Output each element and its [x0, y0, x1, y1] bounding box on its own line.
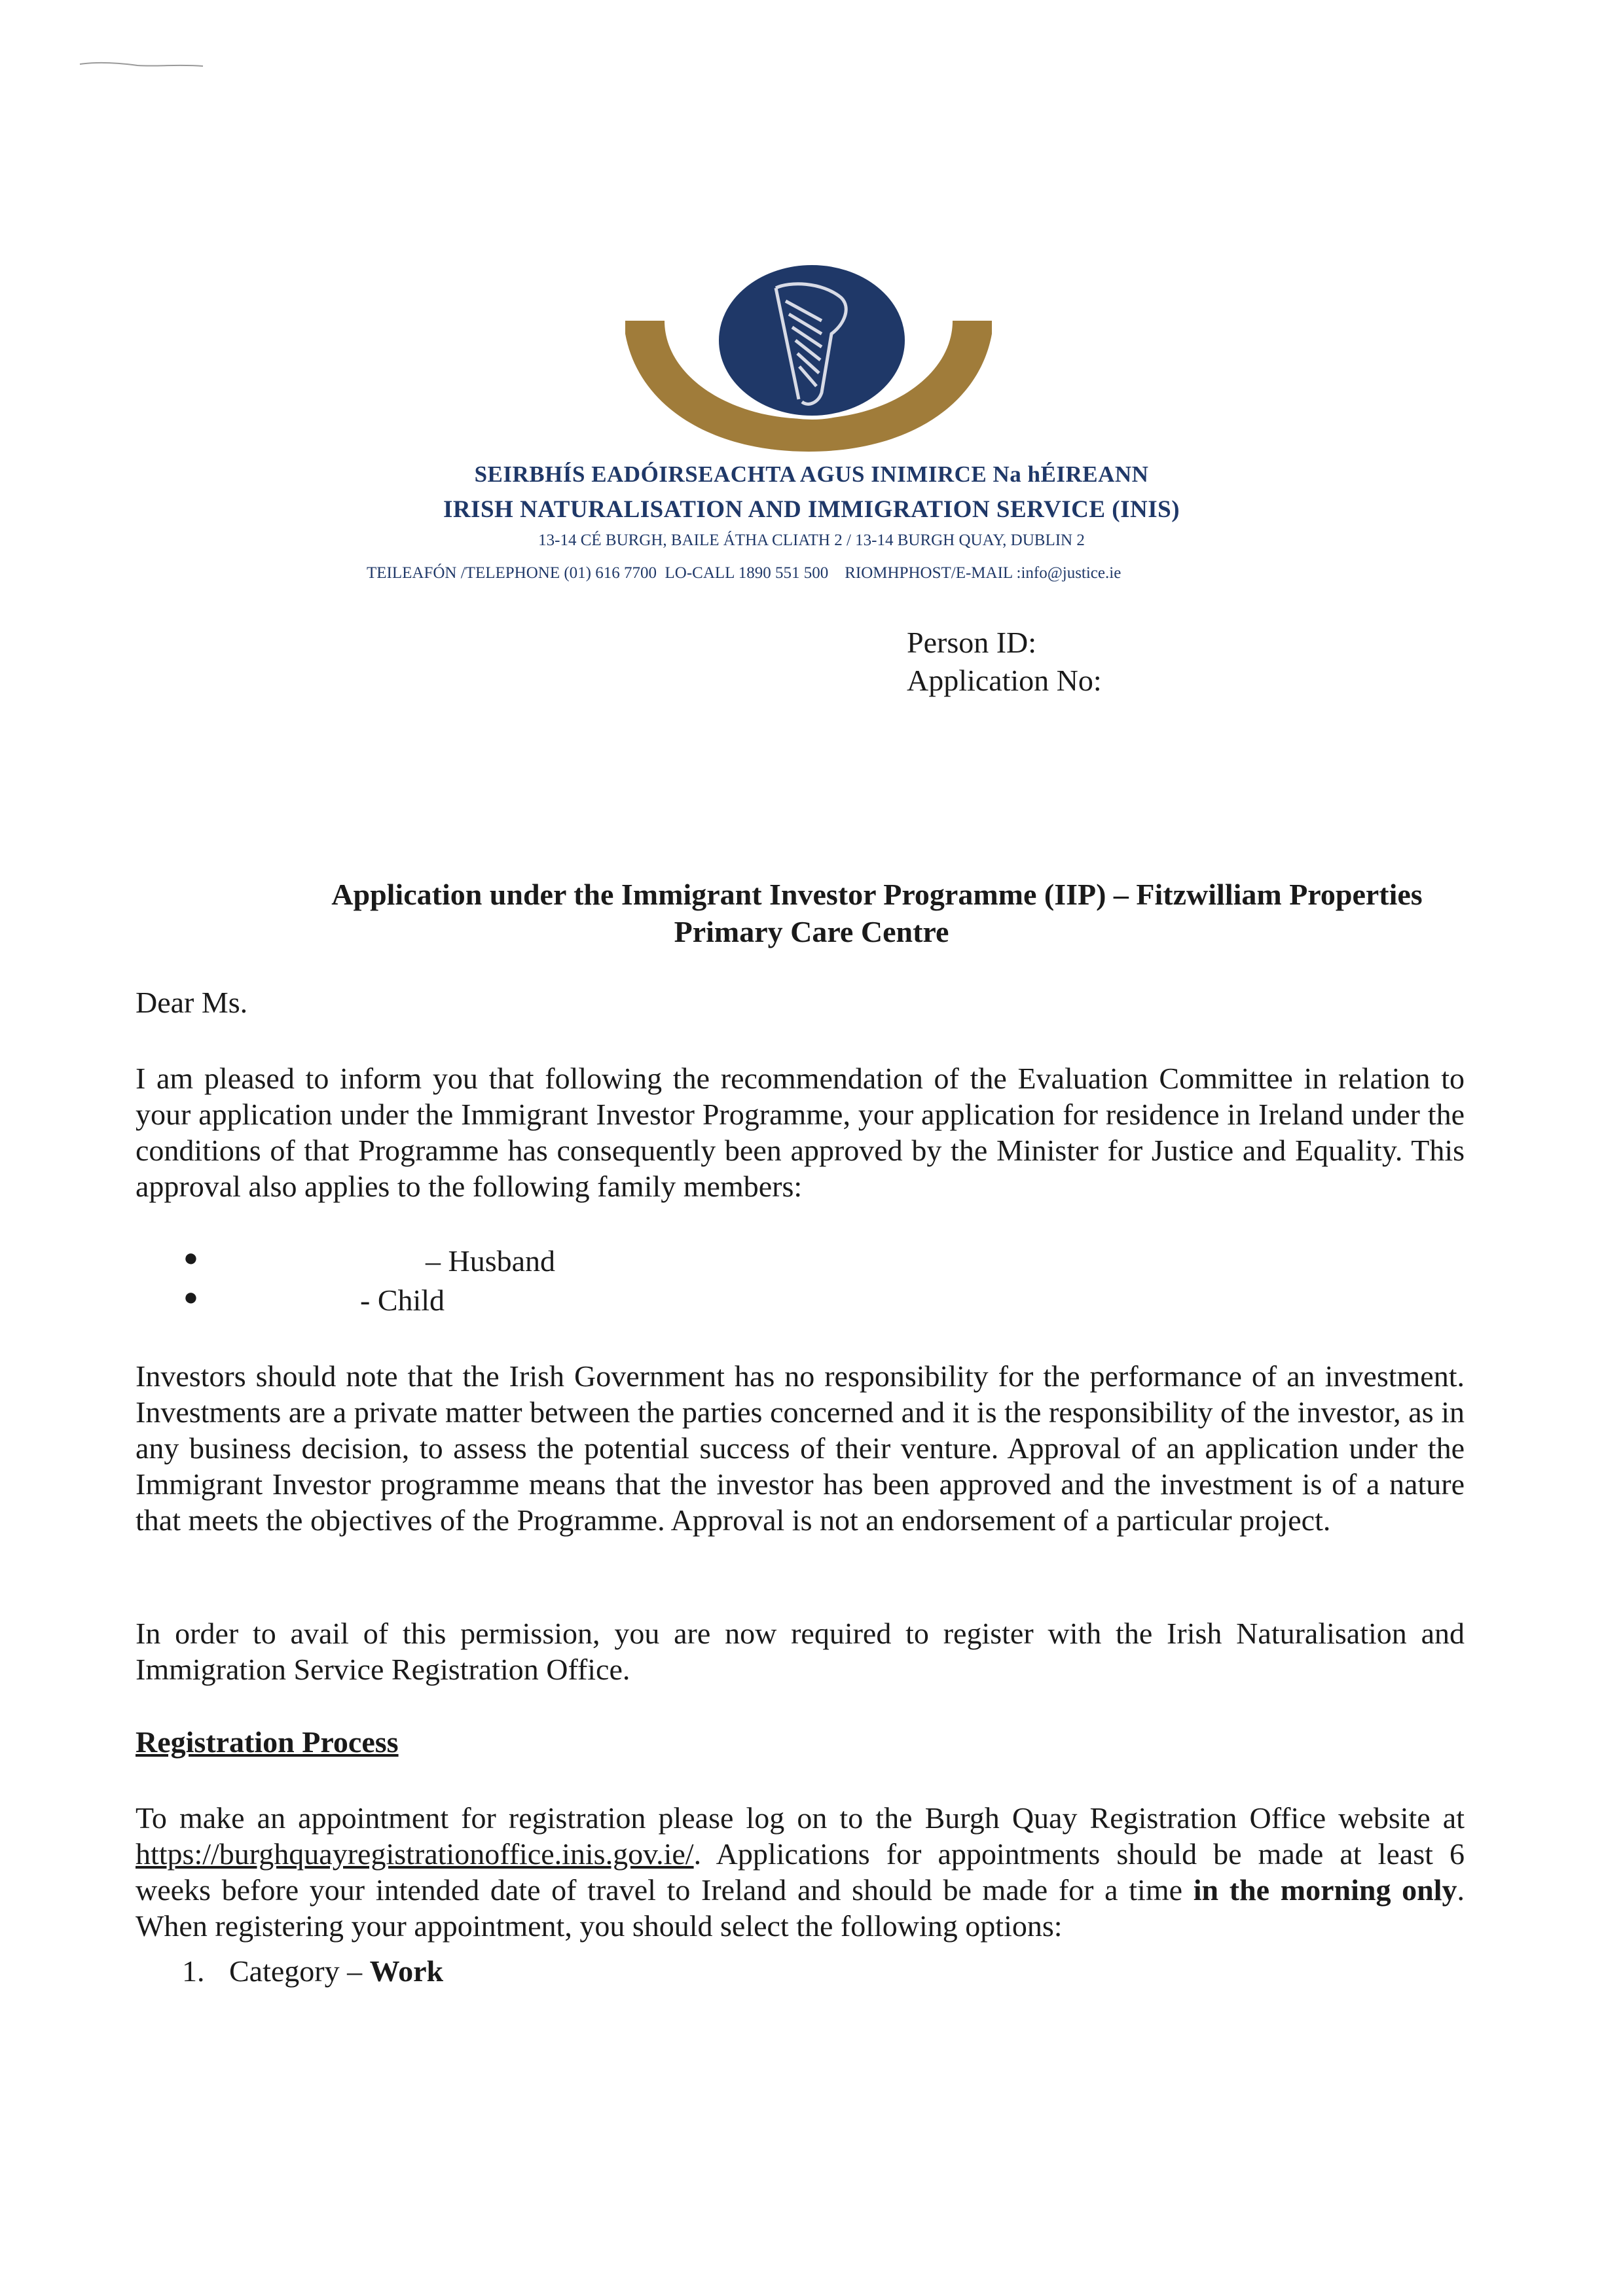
- disclaimer-paragraph: Investors should note that the Irish Government has no responsibility for the performance of an investment. Investments are a private matter between the parties concerned and it is the responsibility of the investor, as in any business decision, to assess the potential success of their venture. Approval of an application under the Immigrant Investor programme means that the investor has been approved and the investment is of a nature that meets the objectives of the Programme. Approval is not an endorsement of a particular project.: [136, 1359, 1465, 1537]
- step-number: 1.: [182, 1954, 205, 1988]
- agency-contact: TEILEAFÓN /TELEPHONE (01) 616 7700 LO-CALL 1890 551 500 RIOMHPHOST/E-MAIL :info@justice.ie: [367, 564, 1122, 582]
- salutation: Dear Ms.: [136, 986, 248, 1019]
- list-item: [182, 1954, 443, 1988]
- step-label: Category –: [229, 1954, 370, 1988]
- bullet-icon: ●: [183, 1244, 198, 1272]
- person-id-label: Person ID:: [907, 626, 1037, 659]
- subject-line-2: Primary Care Centre: [674, 915, 949, 948]
- family-member-relation: – Husband: [426, 1244, 556, 1278]
- registration-emphasis: in the morning only: [1193, 1873, 1457, 1907]
- registration-paragraph: [136, 1800, 1465, 1944]
- harp-crest-logo: [625, 262, 992, 458]
- agency-name-irish: SEIRBHÍS EADÓIRSEACHTA AGUS INIMIRCE Na hÉIREANN: [474, 461, 1149, 487]
- bullet-icon: ●: [183, 1283, 198, 1311]
- subject-line-1: Application under the Immigrant Investor Programme (IIP) – Fitzwilliam Properties: [331, 878, 1423, 911]
- registration-intro: To make an appointment for registration please log on to the Burgh Quay Registration Office website at: [136, 1801, 1465, 1835]
- registration-website-link[interactable]: https://burghquayregistrationoffice.inis.gov.ie/: [136, 1837, 694, 1871]
- application-no-label: Application No:: [907, 664, 1102, 697]
- agency-name-english: IRISH NATURALISATION AND IMMIGRATION SERVICE (INIS): [443, 496, 1180, 523]
- agency-address: 13-14 CÉ BURGH, BAILE ÁTHA CLIATH 2 / 13-14 BURGH QUAY, DUBLIN 2: [538, 531, 1085, 549]
- registration-heading: Registration Process: [136, 1725, 399, 1759]
- scan-artifact: [79, 60, 210, 69]
- registration-details: . Applications for appointments should be made at least 6 weeks before your intended date of travel to Ireland and should be made for a time: [136, 1837, 1465, 1907]
- registration-steps: [182, 1954, 443, 1988]
- register-paragraph: In order to avail of this permission, you are now required to register with the Irish Naturalisation and Immigration Service Registration Office.: [136, 1617, 1465, 1686]
- approval-paragraph: I am pleased to inform you that following the recommendation of the Evaluation Committee in relation to your application under the Immigrant Investor Programme, your application for residence in Ireland under the conditions of that Programme has consequently been approved by the Minister for Justice and Equality. This approval also applies to the following family members:: [136, 1062, 1465, 1203]
- family-member-relation: - Child: [360, 1283, 445, 1317]
- registration-closing: . When registering your appointment, you should select the following options:: [136, 1873, 1465, 1943]
- step-value: Work: [369, 1954, 444, 1988]
